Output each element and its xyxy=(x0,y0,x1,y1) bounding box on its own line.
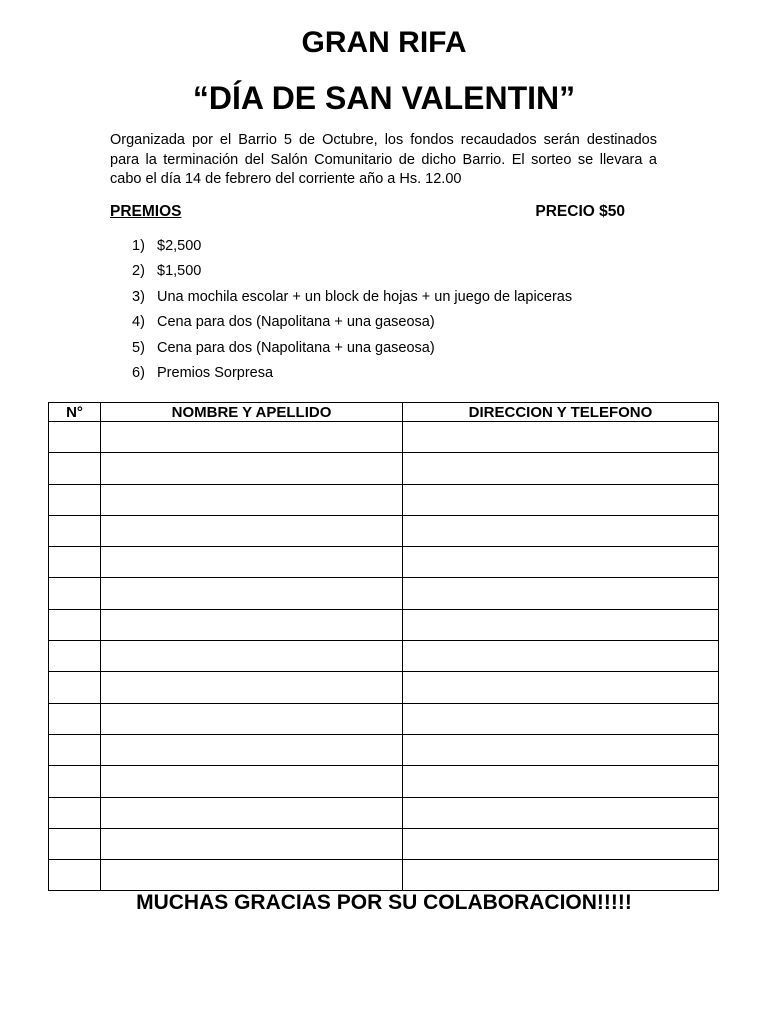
cell-number[interactable] xyxy=(49,484,101,515)
ticket-table xyxy=(48,402,719,891)
prize-item xyxy=(132,312,572,337)
cell-name[interactable] xyxy=(101,453,403,484)
prize-number: 6) xyxy=(132,364,145,381)
cell-number[interactable] xyxy=(49,734,101,765)
cell-number[interactable] xyxy=(49,422,101,453)
cell-name[interactable] xyxy=(101,734,403,765)
cell-name[interactable] xyxy=(101,672,403,703)
cell-address-phone[interactable] xyxy=(403,734,719,765)
table-body xyxy=(49,422,719,891)
cell-name[interactable] xyxy=(101,515,403,546)
prize-item xyxy=(132,261,572,286)
cell-address-phone[interactable] xyxy=(403,515,719,546)
cell-name[interactable] xyxy=(101,641,403,672)
table-header-row xyxy=(49,403,719,422)
page-subtitle: “DÍA DE SAN VALENTIN” xyxy=(192,80,576,116)
cell-address-phone[interactable] xyxy=(403,672,719,703)
table-row xyxy=(49,828,719,859)
table-row xyxy=(49,766,719,797)
prize-item xyxy=(132,287,572,312)
column-header-address-phone: DIRECCION Y TELEFONO xyxy=(403,403,719,422)
cell-number[interactable] xyxy=(49,797,101,828)
prize-number: 3) xyxy=(132,288,145,305)
table-row xyxy=(49,578,719,609)
cell-number[interactable] xyxy=(49,641,101,672)
cell-name[interactable] xyxy=(101,609,403,640)
cell-address-phone[interactable] xyxy=(403,547,719,578)
cell-address-phone[interactable] xyxy=(403,484,719,515)
table-row xyxy=(49,797,719,828)
intro-paragraph: Organizada por el Barrio 5 de Octubre, los fondos recaudados serán destinados para la terminación del Salón Comunitario de dicho Barrio. El sorteo se llevara a cabo el día 14 de febrero del corriente año a Hs. 12.00 xyxy=(110,132,657,187)
prize-text: $1,500 xyxy=(157,263,202,280)
prize-text: Premios Sorpresa xyxy=(157,364,274,381)
cell-name[interactable] xyxy=(101,422,403,453)
cell-number[interactable] xyxy=(49,609,101,640)
cell-address-phone[interactable] xyxy=(403,860,719,891)
prize-number: 5) xyxy=(132,339,145,356)
cell-name[interactable] xyxy=(101,578,403,609)
table-row xyxy=(49,641,719,672)
prize-item xyxy=(132,338,572,363)
column-header-name: NOMBRE Y APELLIDO xyxy=(101,403,403,422)
cell-number[interactable] xyxy=(49,578,101,609)
table-row xyxy=(49,860,719,891)
cell-number[interactable] xyxy=(49,672,101,703)
cell-number[interactable] xyxy=(49,766,101,797)
price-label: PRECIO $50 xyxy=(535,203,625,220)
table-row xyxy=(49,734,719,765)
thank-you-footer: MUCHAS GRACIAS POR SU COLABORACION!!!!! xyxy=(136,891,632,914)
cell-number[interactable] xyxy=(49,547,101,578)
prize-list xyxy=(132,236,572,388)
cell-address-phone[interactable] xyxy=(403,422,719,453)
cell-name[interactable] xyxy=(101,703,403,734)
table-row xyxy=(49,484,719,515)
premios-heading: PREMIOS xyxy=(110,203,182,220)
table-row xyxy=(49,547,719,578)
table-row xyxy=(49,672,719,703)
cell-number[interactable] xyxy=(49,860,101,891)
prize-item xyxy=(132,236,572,261)
cell-number[interactable] xyxy=(49,828,101,859)
table-row xyxy=(49,422,719,453)
cell-address-phone[interactable] xyxy=(403,766,719,797)
prize-number: 1) xyxy=(132,238,145,254)
cell-name[interactable] xyxy=(101,797,403,828)
table-row xyxy=(49,453,719,484)
prize-text: Cena para dos (Napolitana + una gaseosa) xyxy=(157,314,435,331)
prize-number: 4) xyxy=(132,314,145,331)
cell-name[interactable] xyxy=(101,547,403,578)
cell-name[interactable] xyxy=(101,860,403,891)
cell-address-phone[interactable] xyxy=(403,641,719,672)
prize-item xyxy=(132,363,572,388)
cell-address-phone[interactable] xyxy=(403,609,719,640)
cell-name[interactable] xyxy=(101,766,403,797)
table-row xyxy=(49,515,719,546)
prize-text: Cena para dos (Napolitana + una gaseosa) xyxy=(157,339,435,356)
cell-address-phone[interactable] xyxy=(403,578,719,609)
prize-number: 2) xyxy=(132,263,145,280)
cell-number[interactable] xyxy=(49,453,101,484)
page-title: GRAN RIFA xyxy=(301,26,467,59)
cell-name[interactable] xyxy=(101,828,403,859)
prize-text: Una mochila escolar + un block de hojas + un juego de lapiceras xyxy=(157,288,573,305)
cell-address-phone[interactable] xyxy=(403,453,719,484)
cell-address-phone[interactable] xyxy=(403,828,719,859)
cell-address-phone[interactable] xyxy=(403,797,719,828)
table-row xyxy=(49,609,719,640)
cell-address-phone[interactable] xyxy=(403,703,719,734)
column-header-number: N° xyxy=(49,403,101,422)
cell-number[interactable] xyxy=(49,703,101,734)
table-row xyxy=(49,703,719,734)
cell-name[interactable] xyxy=(101,484,403,515)
prize-text: $2,500 xyxy=(157,238,202,254)
cell-number[interactable] xyxy=(49,515,101,546)
